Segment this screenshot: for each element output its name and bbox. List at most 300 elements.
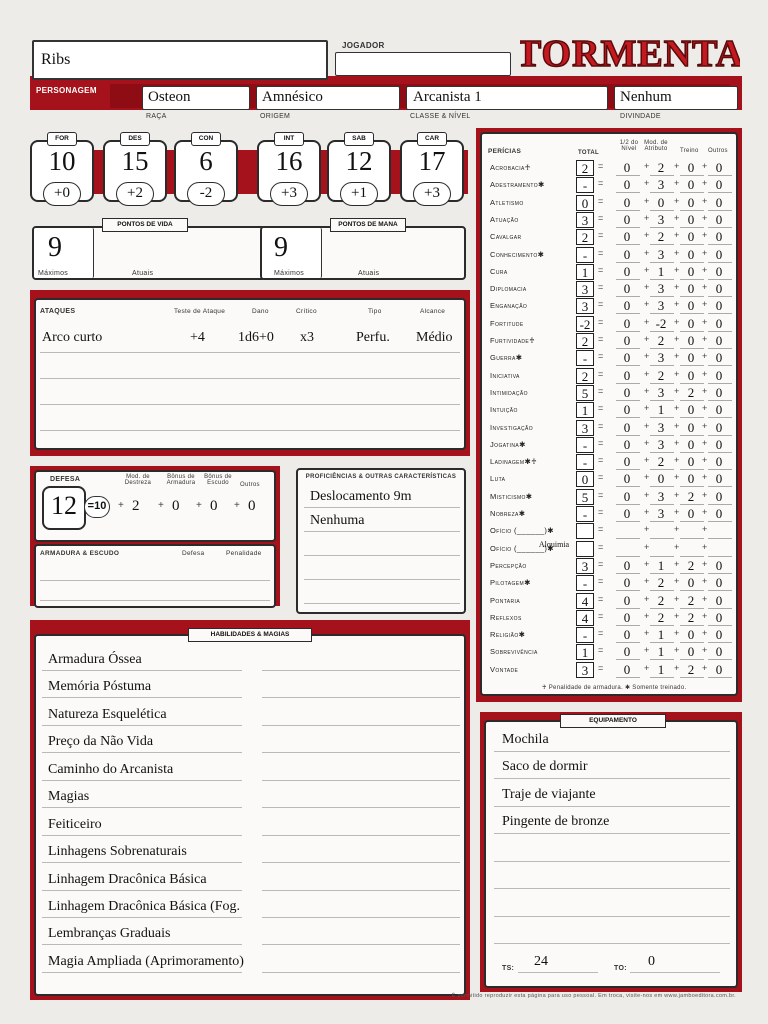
- skill-underline: [680, 573, 704, 574]
- skill-row[interactable]: [488, 593, 736, 610]
- skill-other[interactable]: 0: [715, 263, 723, 279]
- ability-item[interactable]: Magias: [48, 789, 90, 804]
- skill-row[interactable]: [488, 610, 736, 627]
- skill-attr[interactable]: 3: [657, 281, 665, 297]
- defense-other[interactable]: 0: [248, 498, 256, 514]
- skill-train[interactable]: 0: [687, 644, 695, 660]
- skill-total[interactable]: -: [576, 437, 594, 453]
- plus-sign: +: [234, 500, 240, 511]
- skill-total[interactable]: 1: [576, 264, 594, 280]
- skill-other[interactable]: 0: [715, 419, 723, 435]
- class-level-field[interactable]: [406, 86, 608, 110]
- skill-row[interactable]: [488, 662, 736, 679]
- equipment-item[interactable]: Pingente de bronze: [502, 814, 610, 829]
- skill-total[interactable]: 5: [576, 489, 594, 505]
- ability-line-left: [42, 780, 242, 781]
- skill-underline: [616, 262, 640, 263]
- skill-other[interactable]: 0: [715, 194, 723, 210]
- skill-name: Percepção: [490, 560, 527, 570]
- defense-shield[interactable]: 0: [210, 498, 218, 514]
- skill-row[interactable]: [488, 523, 736, 540]
- operator-sign: +: [644, 610, 650, 621]
- skill-underline: [680, 435, 704, 436]
- skill-underline: [616, 556, 640, 557]
- skill-total[interactable]: 2: [576, 160, 594, 176]
- skill-other[interactable]: 0: [715, 160, 723, 175]
- skill-attr[interactable]: 1: [657, 661, 665, 677]
- skill-half[interactable]: 0: [623, 575, 631, 591]
- ability-item[interactable]: Magia Ampliada (Aprimoramento): [48, 954, 244, 969]
- skill-underline: [708, 642, 732, 643]
- skills-total-header: TOTAL: [578, 150, 599, 156]
- skill-attr[interactable]: 2: [657, 575, 665, 591]
- operator-sign: +: [674, 576, 680, 587]
- skill-half[interactable]: 0: [623, 194, 631, 210]
- skill-train[interactable]: 0: [687, 402, 695, 418]
- skill-underline: [650, 486, 674, 487]
- skill-half[interactable]: 0: [623, 454, 631, 470]
- skill-underline: [616, 642, 640, 643]
- skill-train[interactable]: 0: [687, 471, 695, 487]
- skill-train[interactable]: 0: [687, 194, 695, 210]
- skill-row[interactable]: [488, 350, 736, 367]
- attribute-des: [100, 130, 170, 210]
- skill-other[interactable]: 0: [715, 557, 723, 573]
- ability-item[interactable]: Preço da Não Vida: [48, 734, 154, 749]
- operator-sign: +: [644, 403, 650, 414]
- defense-dex-label: Mod. de Destreza: [124, 474, 152, 486]
- defense-other-label: Outros: [240, 482, 260, 488]
- skill-row[interactable]: [488, 420, 736, 437]
- skill-underline: [616, 296, 640, 297]
- skill-total[interactable]: 5: [576, 385, 594, 401]
- skill-row[interactable]: [488, 247, 736, 264]
- skill-total[interactable]: 3: [576, 420, 594, 436]
- ts-label: TS:: [502, 965, 515, 972]
- ability-item[interactable]: Memória Póstuma: [48, 679, 152, 694]
- skill-attr[interactable]: 2: [657, 454, 665, 470]
- race-field[interactable]: [142, 86, 250, 110]
- skill-half[interactable]: 0: [623, 281, 631, 297]
- skill-train[interactable]: 2: [687, 661, 695, 677]
- skill-attr[interactable]: 3: [657, 298, 665, 314]
- defense-total-box[interactable]: [42, 486, 86, 530]
- skill-total[interactable]: 2: [576, 368, 594, 384]
- skill-other[interactable]: 0: [715, 211, 723, 227]
- skill-underline: [708, 262, 732, 263]
- skill-attr[interactable]: 1: [657, 263, 665, 279]
- operator-sign: +: [644, 368, 650, 379]
- skill-other[interactable]: 0: [715, 488, 723, 504]
- attribute-value[interactable]: 10: [48, 146, 76, 176]
- player-field[interactable]: [335, 52, 511, 76]
- skill-underline: [616, 417, 640, 418]
- skill-attr[interactable]: 1: [657, 644, 665, 660]
- skill-other[interactable]: 0: [715, 350, 723, 366]
- skill-other[interactable]: 0: [715, 454, 723, 470]
- operator-sign: =: [598, 489, 604, 500]
- logo-text: TORMENTA: [520, 33, 740, 75]
- equipment-item[interactable]: Saco de dormir: [502, 759, 588, 774]
- origin-label: ORIGEM: [260, 113, 291, 120]
- ability-item[interactable]: Linhagem Dracônica Básica: [48, 872, 207, 887]
- ts-value[interactable]: 24: [534, 954, 548, 969]
- skill-train[interactable]: 0: [687, 160, 695, 175]
- skill-other[interactable]: 0: [715, 367, 723, 383]
- skill-train[interactable]: 2: [687, 609, 695, 625]
- skill-train[interactable]: 0: [687, 575, 695, 591]
- skill-train[interactable]: 2: [687, 557, 695, 573]
- deity-value: Nenhum: [620, 89, 672, 105]
- skill-row[interactable]: [488, 316, 736, 333]
- skill-attr[interactable]: 3: [657, 419, 665, 435]
- attribute-con: [171, 130, 241, 210]
- skill-other[interactable]: 0: [715, 436, 723, 452]
- skill-total[interactable]: -: [576, 454, 594, 470]
- skill-attr[interactable]: 3: [657, 177, 665, 193]
- skill-half[interactable]: 0: [623, 333, 631, 348]
- skill-train[interactable]: 2: [687, 488, 695, 504]
- skill-other[interactable]: 0: [715, 281, 723, 297]
- skill-row[interactable]: [488, 333, 736, 350]
- attribute-value[interactable]: 6: [199, 146, 213, 176]
- skill-total[interactable]: 0: [576, 195, 594, 211]
- skill-train[interactable]: 0: [687, 350, 695, 366]
- proficiency-item[interactable]: Deslocamento 9m: [310, 489, 412, 504]
- skill-underline: [616, 175, 640, 176]
- ability-line-left: [42, 890, 242, 891]
- skill-half[interactable]: 0: [623, 402, 631, 418]
- defense-title: DEFESA: [50, 476, 81, 483]
- skill-other[interactable]: 0: [715, 229, 723, 245]
- ability-item[interactable]: Armadura Óssea: [48, 652, 142, 667]
- armor-line: [40, 580, 270, 581]
- attribute-value[interactable]: 16: [275, 146, 303, 176]
- character-name-field[interactable]: [32, 40, 328, 80]
- skill-other[interactable]: 0: [715, 471, 723, 487]
- skill-attr[interactable]: 1: [657, 402, 665, 418]
- skill-other[interactable]: 0: [715, 333, 723, 348]
- skill-total[interactable]: 3: [576, 281, 594, 297]
- defense-dex[interactable]: 2: [132, 498, 140, 514]
- skill-total[interactable]: 0: [576, 471, 594, 487]
- skill-total[interactable]: [576, 523, 594, 539]
- skill-underline: [650, 417, 674, 418]
- skill-train[interactable]: 0: [687, 298, 695, 314]
- skill-row[interactable]: [488, 212, 736, 229]
- operator-sign: +: [674, 593, 680, 604]
- skill-underline: [650, 642, 674, 643]
- attribute-value[interactable]: 12: [345, 146, 373, 176]
- skill-half[interactable]: 0: [623, 246, 631, 262]
- skill-half[interactable]: 0: [623, 211, 631, 227]
- operator-sign: +: [702, 541, 708, 552]
- proficiency-line: [304, 579, 460, 580]
- skill-half[interactable]: 0: [623, 384, 631, 400]
- skill-name: Atletismo: [490, 197, 524, 207]
- skill-train[interactable]: 0: [687, 263, 695, 279]
- ability-item[interactable]: Feiticeiro: [48, 817, 102, 832]
- origin-field[interactable]: [256, 86, 400, 110]
- skill-total[interactable]: -: [576, 247, 594, 263]
- skill-row[interactable]: [488, 195, 736, 212]
- attribute-modifier: +3: [413, 182, 451, 206]
- skill-row[interactable]: [488, 575, 736, 592]
- proficiency-line: [304, 531, 460, 532]
- plus-sign: +: [158, 500, 164, 511]
- skill-other[interactable]: 0: [715, 298, 723, 314]
- skill-total[interactable]: -: [576, 506, 594, 522]
- skill-underline: [680, 469, 704, 470]
- skill-underline: [616, 244, 640, 245]
- operator-sign: +: [674, 662, 680, 673]
- attack-line: [40, 378, 460, 379]
- skill-underline: [650, 210, 674, 211]
- skill-name: Intuição: [490, 405, 518, 415]
- to-value[interactable]: 0: [648, 954, 655, 969]
- operator-sign: +: [674, 195, 680, 206]
- equipment-item[interactable]: Mochila: [502, 732, 549, 747]
- skill-total[interactable]: 3: [576, 558, 594, 574]
- skill-row[interactable]: [488, 506, 736, 523]
- skill-underline: [680, 192, 704, 193]
- abilities-panel: [34, 634, 466, 996]
- skill-attr[interactable]: 2: [657, 592, 665, 608]
- skill-row[interactable]: [488, 558, 736, 575]
- operator-sign: +: [674, 645, 680, 656]
- ability-line-left: [42, 752, 242, 753]
- skill-train[interactable]: 0: [687, 367, 695, 383]
- skill-attr[interactable]: 0: [657, 194, 665, 210]
- skill-underline: [708, 417, 732, 418]
- skill-other[interactable]: 0: [715, 506, 723, 521]
- ability-line-left: [42, 917, 242, 918]
- skill-half[interactable]: 0: [623, 350, 631, 366]
- skill-half[interactable]: 0: [623, 644, 631, 660]
- skill-attr[interactable]: 1: [657, 627, 665, 643]
- operator-sign: +: [674, 351, 680, 362]
- skill-underline: [650, 313, 674, 314]
- skill-half[interactable]: 0: [623, 436, 631, 452]
- skill-train[interactable]: 0: [687, 627, 695, 643]
- skill-attr[interactable]: 2: [657, 609, 665, 625]
- skill-underline: [650, 227, 674, 228]
- skill-train[interactable]: 0: [687, 229, 695, 245]
- skill-other[interactable]: 0: [715, 592, 723, 608]
- operator-sign: +: [644, 662, 650, 673]
- skill-half[interactable]: 0: [623, 627, 631, 643]
- skill-other[interactable]: 0: [715, 384, 723, 400]
- skill-total[interactable]: -: [576, 350, 594, 366]
- skill-other[interactable]: 0: [715, 644, 723, 660]
- skill-total[interactable]: 1: [576, 402, 594, 418]
- skill-train[interactable]: 0: [687, 436, 695, 452]
- skill-other[interactable]: 0: [715, 575, 723, 591]
- skill-underline: [650, 469, 674, 470]
- skill-attr[interactable]: 3: [657, 488, 665, 504]
- operator-sign: +: [674, 628, 680, 639]
- skill-total[interactable]: 2: [576, 229, 594, 245]
- skill-attr[interactable]: 2: [657, 367, 665, 383]
- skill-attr[interactable]: 0: [657, 471, 665, 487]
- operator-sign: +: [702, 437, 708, 448]
- operator-sign: +: [644, 507, 650, 517]
- operator-sign: +: [702, 420, 708, 431]
- skill-half[interactable]: 0: [623, 177, 631, 193]
- skill-total[interactable]: -: [576, 177, 594, 193]
- skill-train[interactable]: 0: [687, 315, 695, 331]
- skill-other[interactable]: 0: [715, 609, 723, 625]
- skill-total[interactable]: 1: [576, 644, 594, 660]
- ability-item[interactable]: Caminho do Arcanista: [48, 762, 174, 777]
- operator-sign: +: [674, 489, 680, 500]
- skill-underline: [708, 210, 732, 211]
- skill-train[interactable]: 0: [687, 246, 695, 262]
- skill-row[interactable]: [488, 627, 736, 644]
- operator-sign: +: [674, 541, 680, 552]
- skill-train[interactable]: 0: [687, 211, 695, 227]
- skill-half[interactable]: 0: [623, 367, 631, 383]
- skill-half[interactable]: 0: [623, 609, 631, 625]
- skill-underline: [708, 486, 732, 487]
- skill-attr[interactable]: 1: [657, 557, 665, 573]
- operator-sign: +: [702, 593, 708, 604]
- skill-attr[interactable]: 3: [657, 384, 665, 400]
- skill-half[interactable]: 0: [623, 160, 631, 175]
- skill-attr[interactable]: 3: [657, 246, 665, 262]
- proficiency-line: [304, 555, 460, 556]
- skill-attr[interactable]: -2: [655, 315, 667, 331]
- skill-name: Sobrevivência: [490, 647, 538, 657]
- skill-half[interactable]: 0: [623, 419, 631, 435]
- skill-row[interactable]: [488, 471, 736, 488]
- skill-row[interactable]: [488, 160, 736, 177]
- skill-row[interactable]: [488, 644, 736, 661]
- skill-train[interactable]: 0: [687, 419, 695, 435]
- proficiency-item[interactable]: Nenhuma: [310, 513, 365, 528]
- skill-other[interactable]: 0: [715, 402, 723, 418]
- skill-total[interactable]: 4: [576, 610, 594, 626]
- skill-row[interactable]: [488, 454, 736, 471]
- skill-half[interactable]: 0: [623, 661, 631, 677]
- skill-attr[interactable]: 3: [657, 506, 665, 521]
- footer-note: É permitido reproduzir esta página para uso pessoal. Em troca, visite-nos em www.jamboeditora.com.br.: [451, 993, 736, 999]
- ability-item[interactable]: Natureza Esquelética: [48, 707, 167, 722]
- operator-sign: +: [702, 524, 708, 535]
- defense-armor[interactable]: 0: [172, 498, 180, 514]
- skill-attr[interactable]: 3: [657, 436, 665, 452]
- skill-total[interactable]: 4: [576, 593, 594, 609]
- skill-train[interactable]: 0: [687, 177, 695, 193]
- skill-underline: [650, 538, 674, 539]
- skill-row[interactable]: [488, 541, 736, 558]
- skill-train[interactable]: 0: [687, 281, 695, 297]
- skill-total[interactable]: -2: [576, 316, 594, 332]
- skill-row[interactable]: [488, 489, 736, 506]
- skill-row[interactable]: [488, 385, 736, 402]
- ability-item[interactable]: Linhagens Sobrenaturais: [48, 844, 187, 859]
- ability-item[interactable]: Linhagem Dracônica Básica (Fog.: [48, 899, 241, 914]
- attack-row[interactable]: [36, 328, 464, 350]
- skill-other[interactable]: 0: [715, 315, 723, 331]
- skill-other[interactable]: 0: [715, 246, 723, 262]
- skill-attr[interactable]: 3: [657, 350, 665, 366]
- ability-item[interactable]: Lembranças Graduais: [48, 926, 171, 941]
- skill-row[interactable]: [488, 402, 736, 419]
- skill-total[interactable]: -: [576, 575, 594, 591]
- class-level-label: CLASSE & NÍVEL: [410, 113, 471, 120]
- skill-half[interactable]: 0: [623, 315, 631, 331]
- operator-sign: +: [702, 610, 708, 621]
- skill-underline: [708, 383, 732, 384]
- attribute-name: INT: [274, 132, 304, 146]
- skill-total[interactable]: -: [576, 627, 594, 643]
- skill-attr[interactable]: 2: [657, 333, 665, 348]
- skill-row[interactable]: [488, 368, 736, 385]
- skill-train[interactable]: 0: [687, 506, 695, 521]
- skill-total[interactable]: 3: [576, 662, 594, 678]
- skill-half[interactable]: 0: [623, 488, 631, 504]
- skill-total[interactable]: 2: [576, 333, 594, 349]
- skill-other[interactable]: 0: [715, 627, 723, 643]
- skill-row[interactable]: [488, 177, 736, 194]
- skill-half[interactable]: 0: [623, 506, 631, 521]
- skill-other[interactable]: 0: [715, 661, 723, 677]
- skill-half[interactable]: 0: [623, 471, 631, 487]
- skill-total[interactable]: [576, 541, 594, 557]
- skills-title: PERÍCIAS: [488, 148, 522, 155]
- skill-underline: [680, 175, 704, 176]
- skill-train[interactable]: 0: [687, 454, 695, 470]
- skill-train[interactable]: 2: [687, 592, 695, 608]
- attribute-value[interactable]: 17: [418, 146, 446, 176]
- operator-sign: +: [702, 178, 708, 189]
- skill-name: Furtividade♰: [490, 336, 536, 345]
- skill-underline: [680, 279, 704, 280]
- operator-sign: +: [674, 437, 680, 448]
- skill-train[interactable]: 2: [687, 384, 695, 400]
- deity-field[interactable]: [614, 86, 738, 110]
- skill-row[interactable]: [488, 437, 736, 454]
- skill-row[interactable]: [488, 229, 736, 246]
- skill-underline: [680, 331, 704, 332]
- skill-attr[interactable]: 2: [657, 160, 665, 175]
- skill-other[interactable]: 0: [715, 177, 723, 193]
- operator-sign: +: [674, 282, 680, 293]
- skill-underline: [708, 365, 732, 366]
- equipment-item[interactable]: Traje de viajante: [502, 787, 596, 802]
- attribute-value[interactable]: 15: [121, 146, 149, 176]
- skill-half[interactable]: 0: [623, 263, 631, 279]
- skill-half[interactable]: 0: [623, 298, 631, 314]
- skill-underline: [680, 521, 704, 522]
- operator-sign: +: [644, 420, 650, 431]
- skill-row[interactable]: [488, 298, 736, 315]
- skill-total[interactable]: 3: [576, 212, 594, 228]
- skill-half[interactable]: 0: [623, 557, 631, 573]
- skill-half[interactable]: 0: [623, 229, 631, 245]
- skill-attr[interactable]: 2: [657, 229, 665, 245]
- skill-half[interactable]: 0: [623, 592, 631, 608]
- skill-train[interactable]: 0: [687, 333, 695, 348]
- skill-total[interactable]: 3: [576, 298, 594, 314]
- skill-row[interactable]: [488, 264, 736, 281]
- skill-name: Diplomacia: [490, 284, 527, 294]
- skill-underline: [616, 210, 640, 211]
- operator-sign: +: [644, 628, 650, 639]
- skill-row[interactable]: [488, 281, 736, 298]
- skill-attr[interactable]: 3: [657, 211, 665, 227]
